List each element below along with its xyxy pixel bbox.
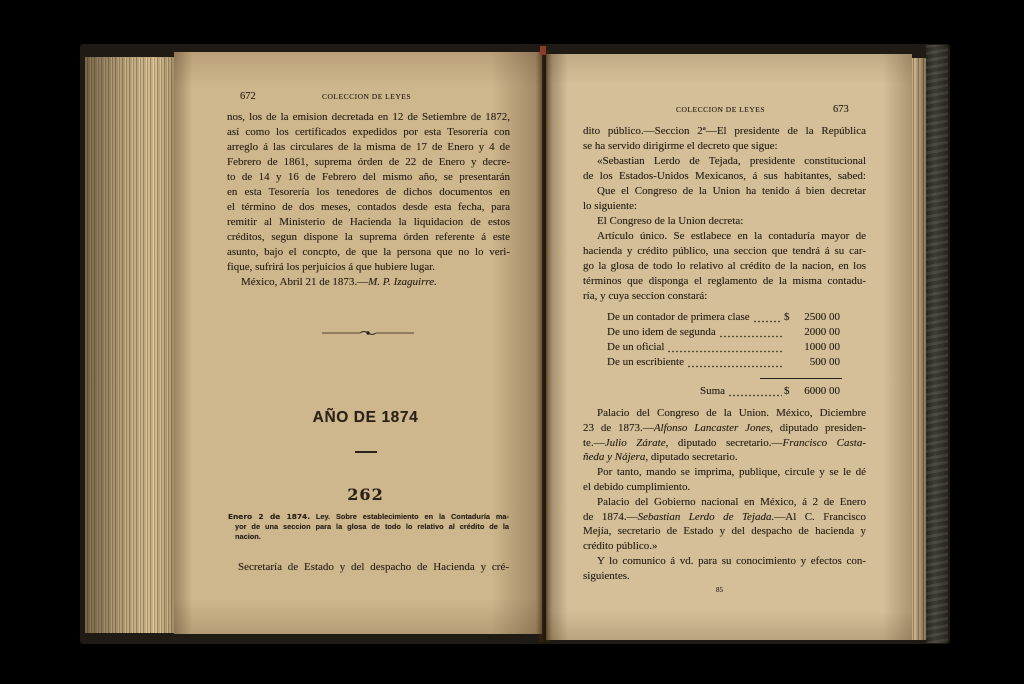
body-line: nos, los de la emision decretada en 12 de Setiembre de 1872, — [227, 111, 510, 123]
closing-text — [227, 560, 509, 575]
law-summary — [228, 512, 509, 542]
budget-label: De uno idem de segunda — [607, 326, 716, 338]
body-line: lo siguiente: — [583, 200, 638, 212]
body-line: fique, sufrirá los perjuicios á que hubiere lugar. — [227, 261, 436, 273]
running-head: COLECCION DE LEYES — [322, 92, 411, 101]
right-page — [546, 54, 912, 640]
body-line: «Sebastian Lerdo de Tejada, presidente constitucional — [597, 155, 866, 167]
line-text: , diputado secretario.— — [665, 436, 783, 449]
body-line: crédito público.» — [583, 540, 658, 553]
heading-rule — [355, 451, 377, 453]
budget-table — [607, 310, 840, 370]
year-heading: AÑO DE 1874 — [312, 409, 419, 426]
summary-date: Enero 2 de 1874. — [228, 512, 310, 521]
body-line: Palacio del Congreso de la Union. México, Diciembre — [597, 407, 866, 419]
line-text: , diputado presiden- — [770, 421, 866, 434]
budget-label: De un oficial — [607, 341, 665, 353]
signature-line — [227, 275, 510, 290]
body-line: to de 14 y 16 de Febrero del mismo año, se presentarán — [227, 171, 510, 183]
body-line: de los Estados-Unidos Mexicanos, á sus habitantes, sabed: — [583, 170, 866, 182]
signature-mark: 85 — [716, 586, 723, 594]
body-line: el debido cumplimiento. — [583, 480, 691, 493]
body-text — [583, 124, 866, 304]
budget-amount: 2000 00 — [804, 326, 840, 338]
signatory-name: ñeda y Nájera — [583, 451, 646, 464]
body-line: Febrero de 1861, suprema órden de 22 de Enero y decre- — [227, 156, 510, 168]
body-line: arreglo á las circulares de la misma de 17 de Enero y 4 de — [227, 141, 510, 153]
leader-dots — [719, 325, 782, 340]
body-line: go la glosa de todo lo relativo al crédito de la nacion, en los — [583, 260, 866, 272]
body-line: remitir al Ministerio de Hacienda la liquidacion de estos — [227, 216, 510, 228]
body-line: Palacio del Gobierno nacional en México, á 2 de Enero — [597, 495, 866, 508]
line-text: 23 de 1873.— — [583, 421, 654, 434]
signatory-name: Sebastian Lerdo de Tejada. — [637, 510, 775, 523]
body-line: Y lo comunico á vd. para su conocimiento y efectos con- — [597, 554, 866, 567]
body-line: Mejía, secretario de Estado y del despacho de hacienda y — [583, 525, 866, 538]
leader-dots — [753, 310, 782, 325]
budget-currency: $ — [784, 311, 790, 323]
body-line: así como los certificados expedidos por esta Tesorería con — [227, 126, 510, 138]
leader-dots — [687, 355, 782, 370]
ornament-divider — [322, 329, 414, 337]
body-line: El Congreso de la Union decreta: — [597, 215, 744, 227]
summary-line: yor de una seccion para la glosa de todo lo relativo al crédito de la — [235, 522, 509, 531]
body-line: Artículo único. Se estlabece en la contaduría mayor de — [597, 230, 866, 242]
budget-row — [607, 355, 840, 370]
body-line: hacienda y crédito público, una seccion que tendrá á su car- — [583, 245, 866, 257]
body-line: en esta Tesorería los tenedores de dichos documentos en — [227, 186, 510, 198]
summary-line — [228, 512, 509, 522]
line-text: , diputado secretario. — [645, 451, 738, 464]
total-amount: 6000 00 — [804, 385, 840, 397]
body-line: Que el Congreso de la Union ha tenido á bien decretar — [597, 185, 866, 197]
leader-dots — [667, 340, 782, 355]
leader-dots — [728, 384, 782, 399]
body-line — [583, 510, 866, 525]
budget-row — [607, 325, 840, 340]
cover-edge — [926, 45, 948, 643]
book-gutter — [536, 50, 552, 642]
left-page-edges — [85, 57, 177, 633]
body-line — [583, 450, 866, 465]
page-number: 673 — [833, 104, 849, 115]
total-rule — [760, 378, 842, 379]
running-head: COLECCION DE LEYES — [676, 105, 765, 114]
line-text: te.— — [583, 436, 605, 449]
budget-amount: 500 00 — [809, 356, 840, 368]
law-number: 262 — [347, 485, 384, 504]
total-currency: $ — [784, 385, 790, 397]
budget-amount: 1000 00 — [804, 341, 840, 353]
body-line: siguientes. — [583, 569, 630, 582]
body-line — [583, 436, 866, 451]
total-label: Suma — [700, 385, 726, 397]
body-line: el término de dos meses, contados desde esta fecha, para — [227, 201, 510, 213]
body-line: asunto, bajo el concpto, de que la persona que no lo veri- — [227, 246, 510, 258]
budget-amount: 2500 00 — [804, 311, 840, 323]
signature-name: M. P. Izaguirre. — [368, 276, 437, 288]
budget-row — [607, 310, 840, 325]
budget-label: De un contador de primera clase — [607, 311, 750, 323]
binding-thread — [540, 46, 546, 55]
line-text: de 1874.— — [583, 510, 638, 523]
summary-line: nacion. — [235, 532, 261, 541]
budget-total — [700, 384, 840, 399]
page-number: 672 — [240, 91, 256, 102]
body-line: Secretaría de Estado y del despacho de Hacienda y cré- — [238, 561, 509, 573]
body-line: se ha servido dirigirme el decreto que sigue: — [583, 140, 778, 152]
left-page — [174, 52, 542, 634]
line-text: —Al C. Francisco — [774, 510, 866, 523]
signatory-name: Alfonso Lancaster Jones — [653, 421, 771, 434]
body-line — [583, 421, 866, 436]
body-line: créditos, segun dispone la suprema órden referente á este — [227, 231, 510, 243]
body-line: términos que disponga el reglamento de la misma contadu- — [583, 275, 866, 287]
signature-place-date: México, Abril 21 de 1873.— — [241, 276, 369, 288]
body-line: ría, y cuya seccion constará: — [583, 290, 708, 302]
signatory-name: Francisco Casta- — [782, 436, 866, 449]
closing-text — [583, 406, 866, 584]
total-row — [700, 384, 840, 399]
summary-text: Ley. Sobre establecimiento en la Contaduría ma- — [315, 512, 509, 521]
budget-label: De un escribiente — [607, 356, 684, 368]
body-text — [227, 110, 510, 290]
signatory-name: Julio Zárate — [604, 436, 666, 449]
body-line: dito público.—Seccion 2ª—El presidente de la República — [583, 125, 866, 137]
budget-row — [607, 340, 840, 355]
body-line: Por tanto, mando se imprima, publique, circule y se le dé — [597, 466, 866, 479]
